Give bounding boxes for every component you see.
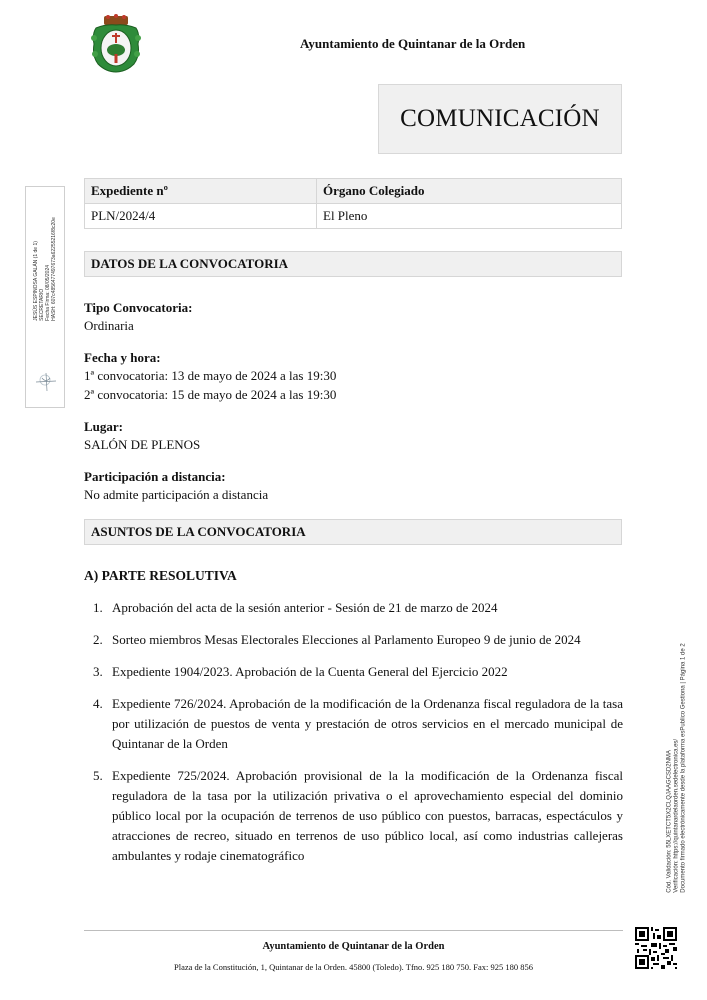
agenda-item-number: 3. xyxy=(93,664,103,679)
table-header-expediente: Expediente nº xyxy=(85,179,317,204)
validation-code: Cód. Validación: 55LXETCT5X2CLQJAAGCSD2NMA xyxy=(666,750,673,893)
agenda-item xyxy=(84,662,623,682)
agenda-item-text: Expediente 726/2024. Aprobación de la modificación de la Ordenanza fiscal reguladora de la tasa por utilización de puestos de venta y prestación de otros servicios en el mercado municipal de Quintanar de la Orden xyxy=(112,696,623,751)
fecha-value-1: 1ª convocatoria: 13 de mayo de 2024 a las 19:30 xyxy=(84,368,337,383)
coat-of-arms-logo xyxy=(88,14,144,74)
table-header-organo: Órgano Colegiado xyxy=(317,179,622,204)
lugar-value: SALÓN DE PLENOS xyxy=(84,437,201,452)
agenda-item xyxy=(84,598,623,618)
verification-url[interactable]: Verificación: https://quintanardelaorden.sedelectronica.es/ xyxy=(673,738,680,893)
section-asuntos-convocatoria: ASUNTOS DE LA CONVOCATORIA xyxy=(84,519,622,545)
qr-code-icon xyxy=(633,925,679,971)
footer-title: Ayuntamiento de Quintanar de la Orden xyxy=(262,941,445,952)
signature-hash: HASH: 607c4856477497673a62255216f8c20e xyxy=(51,217,57,321)
signed-document-note: Documento firmado electrónicamente desde la plataforma esPublico Gestiona | Página 1 de 2 xyxy=(680,643,687,893)
signer-name: JESÚS ESPINOSA GALÁN (1 de 1) xyxy=(33,241,39,321)
section-datos-convocatoria: DATOS DE LA CONVOCATORIA xyxy=(84,251,622,277)
expediente-number: PLN/2024/4 xyxy=(85,204,317,229)
organo-colegiado: El Pleno xyxy=(317,204,622,229)
agenda-item-text: Sorteo miembros Mesas Electorales Elecciones al Parlamento Europeo 9 de junio de 2024 xyxy=(112,632,581,647)
footer-address: Plaza de la Constitución, 1, Quintanar de la Orden. 45800 (Toledo). Tfno. 925 180 750. Fax: 925 180 856 xyxy=(173,962,534,972)
tipo-label: Tipo Convocatoria: xyxy=(84,300,193,315)
table-row xyxy=(85,204,622,229)
verification-text xyxy=(667,643,688,892)
parte-resolutiva-heading: A) PARTE RESOLUTIVA xyxy=(84,568,237,583)
fecha-value-2: 2ª convocatoria: 15 de mayo de 2024 a las 19:30 xyxy=(84,387,337,402)
fecha-label: Fecha y hora: xyxy=(84,350,161,365)
agenda-item-number: 1. xyxy=(93,600,103,615)
agenda-list xyxy=(84,598,623,878)
signer-role: SECRETARIO xyxy=(39,288,45,321)
lugar-label: Lugar: xyxy=(84,419,123,434)
signature-date: Fecha Firma: 08/05/2024 xyxy=(45,264,51,321)
signature-stamp xyxy=(25,186,65,408)
tipo-value: Ordinaria xyxy=(84,318,134,333)
participacion-value: No admite participación a distancia xyxy=(84,487,269,502)
agenda-item-text: Aprobación del acta de la sesión anterior - Sesión de 21 de marzo de 2024 xyxy=(112,600,498,615)
expediente-table xyxy=(84,178,622,229)
footer-divider xyxy=(84,930,623,931)
agenda-item xyxy=(84,630,623,650)
signature-mark-icon xyxy=(34,369,58,393)
agenda-item xyxy=(84,766,623,866)
table-header-row xyxy=(85,179,622,204)
agenda-item-text: Expediente 1904/2023. Aprobación de la Cuenta General del Ejercicio 2022 xyxy=(112,664,508,679)
document-type-title: COMUNICACIÓN xyxy=(378,84,622,154)
participacion-label: Participación a distancia: xyxy=(84,469,226,484)
agenda-item-number: 2. xyxy=(93,632,103,647)
agenda-item-text: Expediente 725/2024. Aprobación provisional de la la modificación de la Ordenanza fiscal reguladora de la tasa por la utilización privativa o el aprovechamiento especial del dominio público local por la ocupación de terrenos de uso público con puestos, barracas, espectáculos y atracciones de recreo, situado en terrenos de uso público local, así como industrias callejeras ambulantes y rodaje cinematográfico xyxy=(112,768,623,863)
header-title: Ayuntamiento de Quintanar de la Orden xyxy=(300,36,526,51)
agenda-item-number: 5. xyxy=(93,768,103,783)
signature-text xyxy=(33,217,57,321)
agenda-item-number: 4. xyxy=(93,696,103,711)
agenda-item xyxy=(84,694,623,754)
